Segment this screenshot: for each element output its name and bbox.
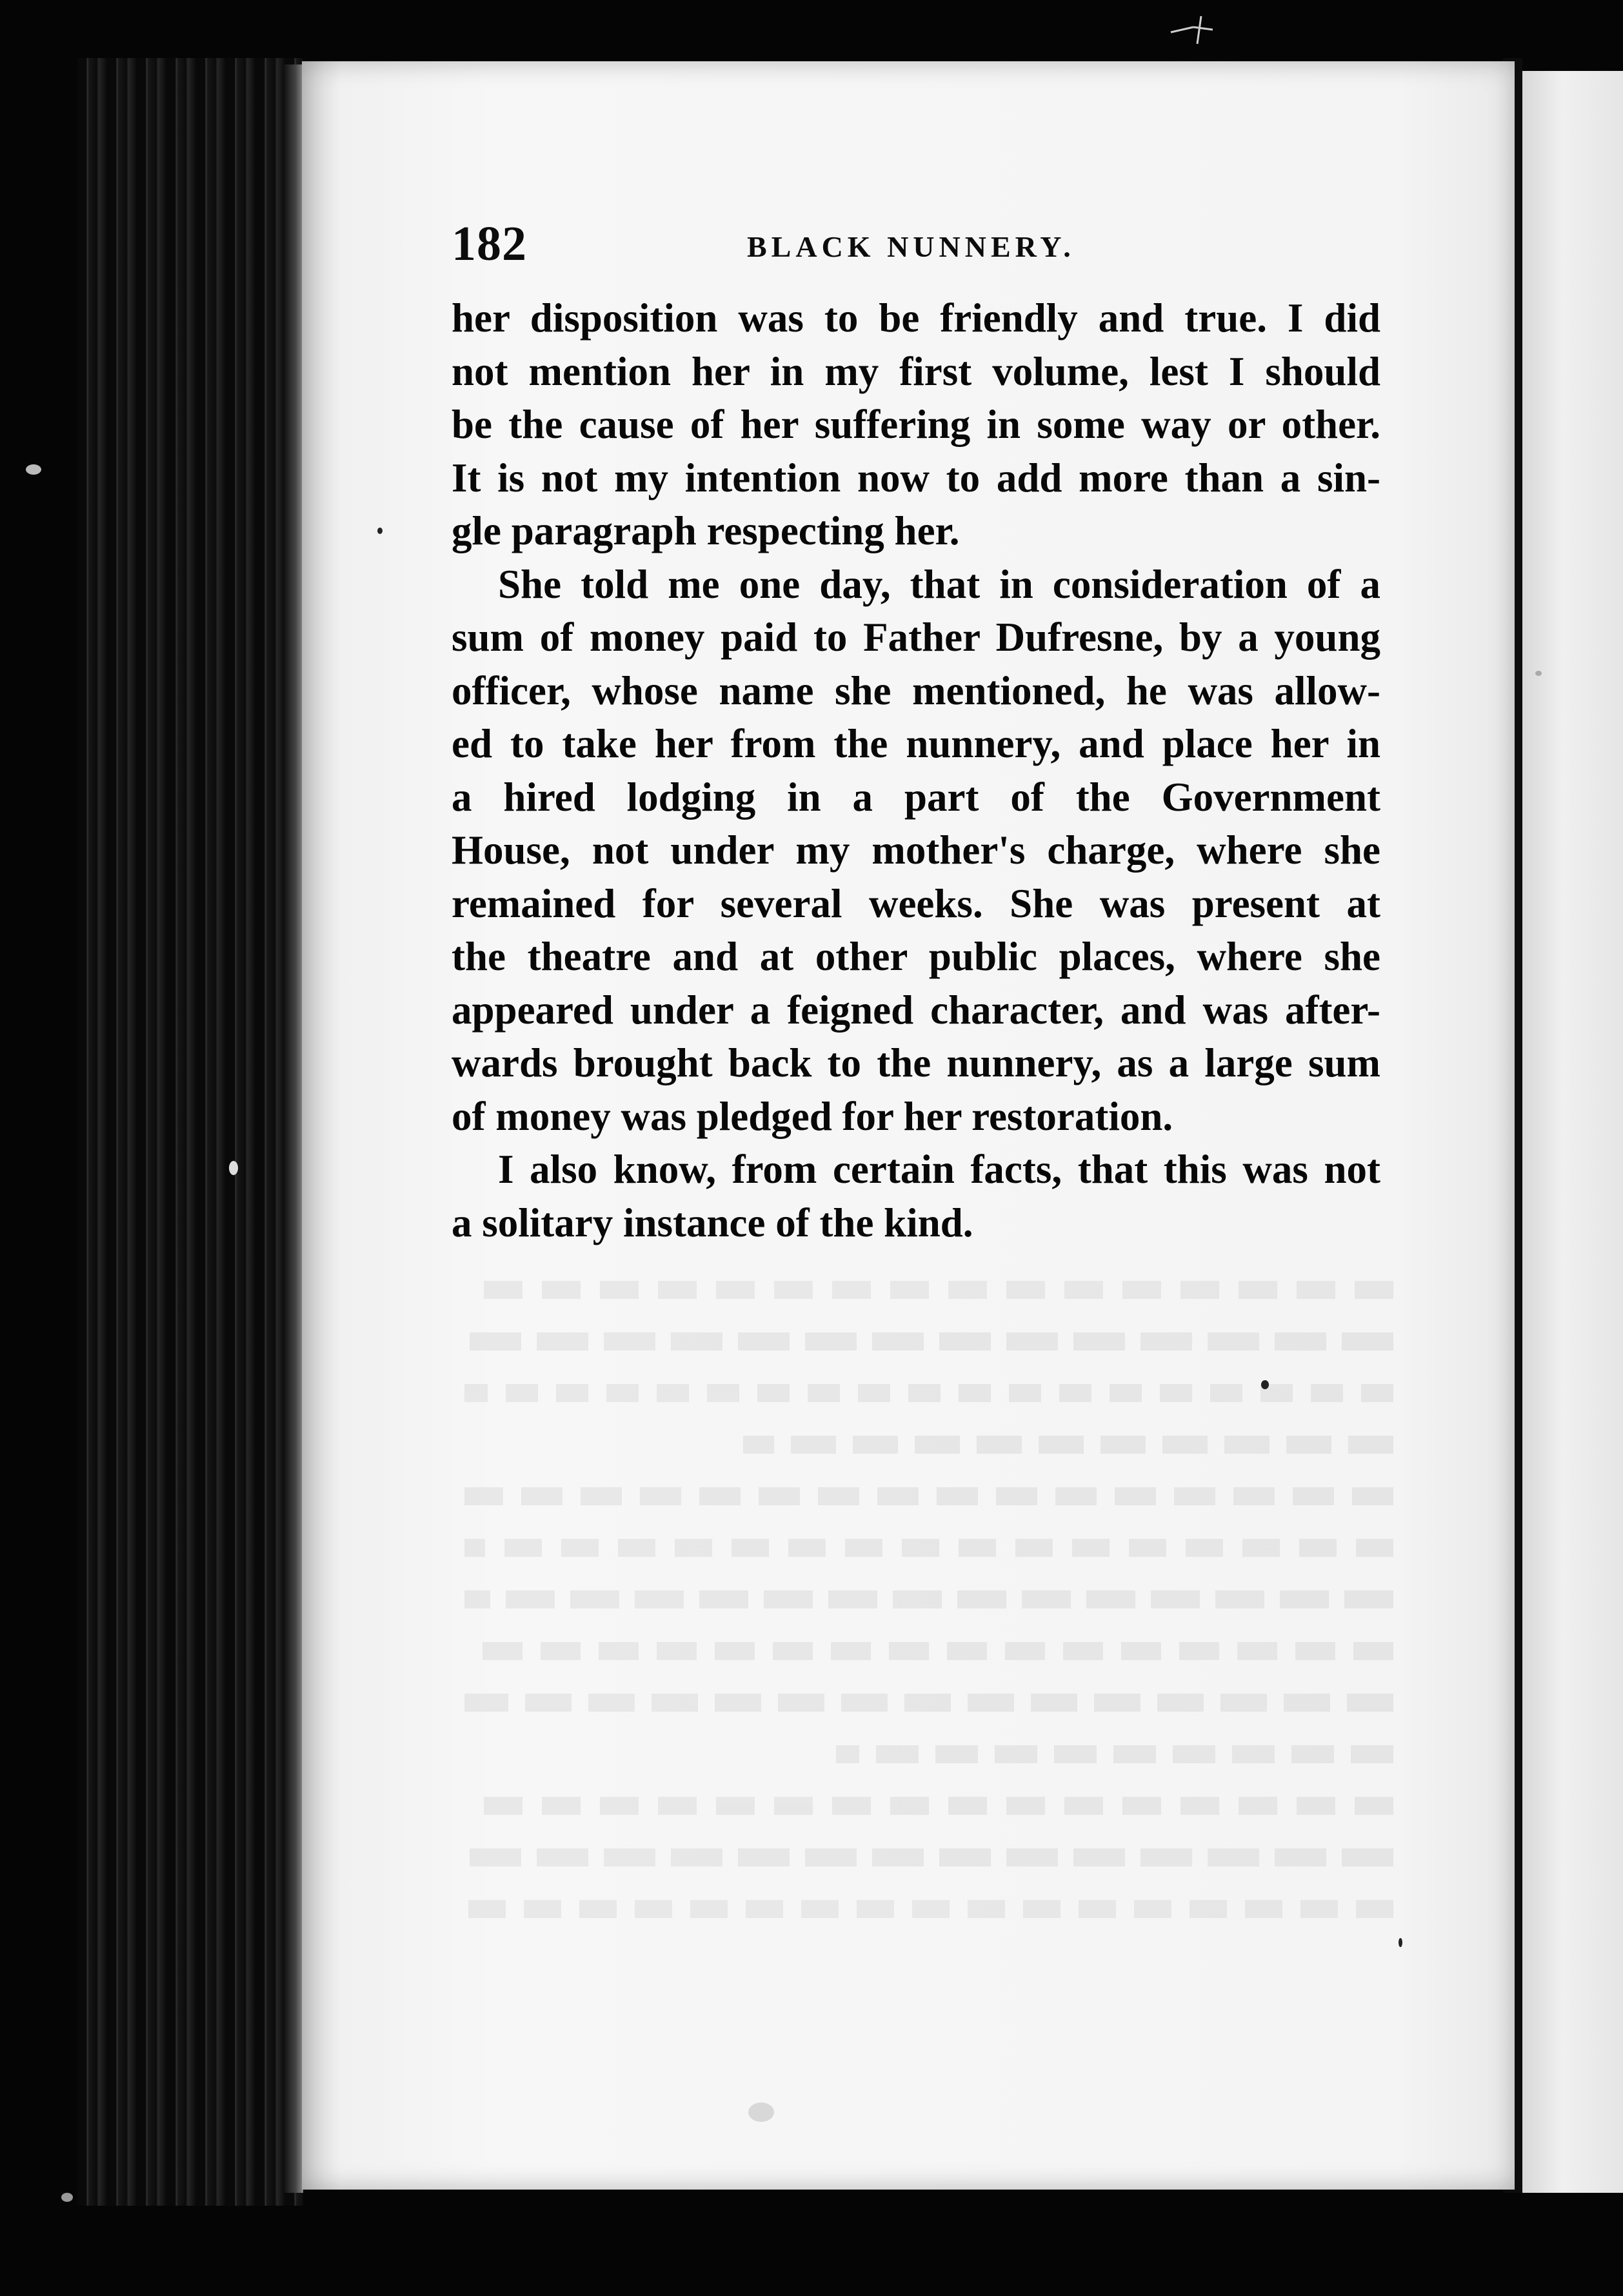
text-line: her disposition was to be friendly and true. I did (452, 295, 1380, 341)
text-line: wards brought back to the nunnery, as a large sum (452, 1040, 1380, 1085)
text-line: appeared under a feigned character, and was after- (452, 987, 1380, 1033)
text-line: sum of money paid to Father Dufresne, by a young (452, 615, 1380, 660)
scan-speck (377, 528, 383, 534)
text-line: She told me one day, that in consideration of a (498, 561, 1380, 607)
running-head: BLACK NUNNERY. (747, 230, 1075, 263)
text-line: ed to take her from the nunnery, and place her in (452, 721, 1380, 766)
text-line: remained for several weeks. She was present at (452, 880, 1380, 926)
scan-mark (1168, 13, 1245, 45)
page-number: 182 (452, 217, 527, 271)
page-edge-shadow (284, 64, 303, 2193)
scan-speck (1399, 1938, 1402, 1947)
text-line: be the cause of her suffering in some way or other. (452, 402, 1380, 447)
text-line: House, not under my mother's charge, where she (452, 827, 1380, 873)
paragraph (452, 558, 1380, 1143)
text-line: officer, whose name she mentioned, he was allow- (452, 668, 1380, 713)
body-text (452, 292, 1380, 1249)
facing-page-edge (1522, 71, 1623, 2193)
text-line: I also know, from certain facts, that this was not (498, 1147, 1380, 1192)
paragraph (452, 292, 1380, 558)
text-line: of money was pledged for her restoration. (452, 1093, 1173, 1139)
scan-speck (748, 2103, 774, 2122)
text-line: a solitary instance of the kind. (452, 1200, 973, 1245)
scan-speck (61, 2193, 73, 2202)
scan-speck (26, 464, 41, 475)
scan-speck (1261, 1380, 1269, 1389)
scan-speck (1535, 671, 1542, 676)
text-line: gle paragraph respecting her. (452, 508, 960, 553)
text-line: not mention her in my first volume, lest I should (452, 348, 1380, 394)
text-line: a hired lodging in a part of the Government (452, 774, 1380, 820)
text-line: It is not my intention now to add more than a sin- (452, 455, 1380, 500)
scan-speck (229, 1161, 238, 1175)
book-spine (77, 58, 303, 2206)
paragraph (452, 1143, 1380, 1249)
text-line: the theatre and at other public places, where she (452, 934, 1380, 979)
